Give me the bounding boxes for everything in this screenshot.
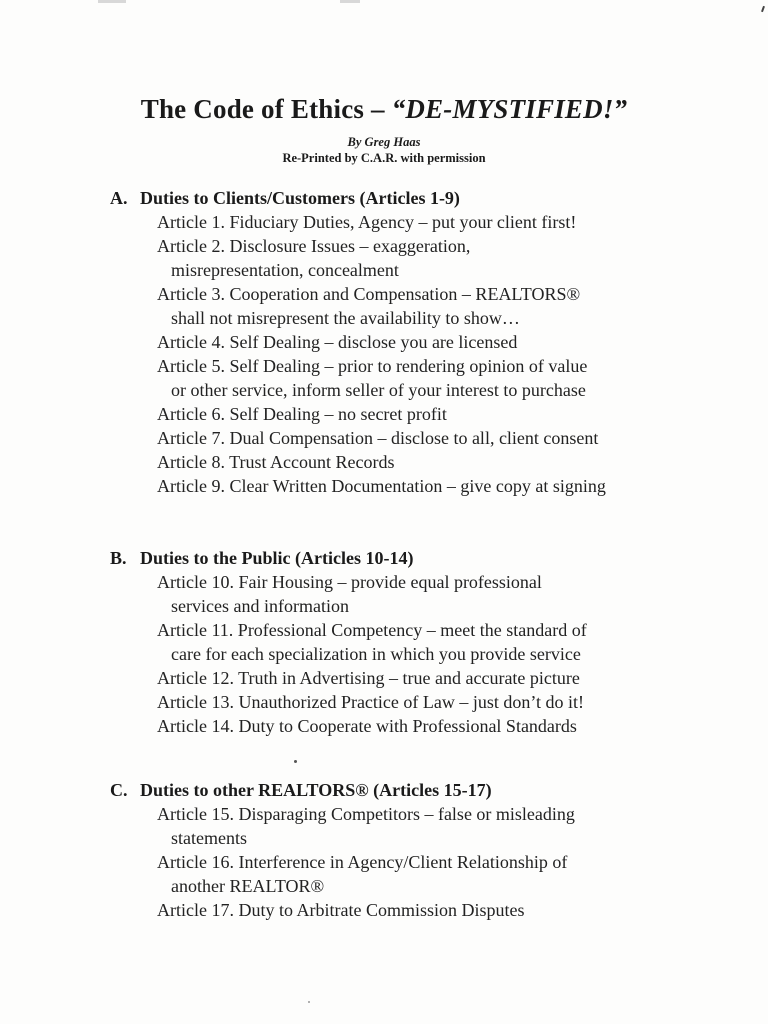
section-letter: B.: [110, 548, 127, 568]
article-text-continued: misrepresentation, concealment: [171, 260, 399, 280]
section-title: Duties to the Public (Articles 10-14): [140, 548, 414, 568]
article-text: Article 16. Interference in Agency/Client Relationship of: [157, 852, 568, 872]
article-text: Article 3. Cooperation and Compensation – REALTORS®: [157, 284, 581, 304]
scan-speck: [294, 760, 297, 763]
byline: By Greg Haas: [347, 135, 421, 149]
article-text: Article 7. Dual Compensation – disclose to all, client consent: [157, 428, 599, 448]
article-text-continued: statements: [171, 828, 247, 848]
article-text: Article 6. Self Dealing – no secret profit: [157, 404, 447, 424]
title-emphasis: “DE-MYSTIFIED!”: [391, 94, 628, 124]
article-text: Article 13. Unauthorized Practice of Law – just don’t do it!: [157, 692, 585, 712]
article-text: Article 10. Fair Housing – provide equal professional: [157, 572, 542, 592]
article-15: [157, 802, 677, 850]
document-title: [0, 92, 768, 126]
article-text-continued: another REALTOR®: [171, 876, 325, 896]
article-14: [157, 714, 677, 738]
article-8: [157, 450, 677, 474]
article-11: [157, 618, 677, 666]
article-5: [157, 354, 677, 402]
article-text-continued: services and information: [171, 596, 349, 616]
section-title: Duties to other REALTORS® (Articles 15-17): [140, 780, 492, 800]
title-prefix: The Code of Ethics –: [140, 94, 392, 124]
article-text-continued: or other service, inform seller of your interest to purchase: [171, 380, 586, 400]
scan-smudge: [340, 0, 360, 3]
article-text: Article 8. Trust Account Records: [157, 452, 395, 472]
article-text-continued: care for each specialization in which you provide service: [171, 644, 581, 664]
article-2: [157, 234, 677, 282]
article-3: [157, 282, 677, 330]
article-6: [157, 402, 677, 426]
article-10: [157, 570, 677, 618]
article-4: [157, 330, 677, 354]
article-text: Article 9. Clear Written Documentation – give copy at signing: [157, 476, 606, 496]
article-text: Article 14. Duty to Cooperate with Professional Standards: [157, 716, 577, 736]
section-letter: A.: [110, 188, 128, 208]
section-heading-b: [110, 546, 413, 570]
scan-speck: [308, 1001, 310, 1003]
article-text: Article 2. Disclosure Issues – exaggeration,: [157, 236, 471, 256]
article-13: [157, 690, 677, 714]
article-text: Article 12. Truth in Advertising – true and accurate picture: [157, 668, 580, 688]
article-16: [157, 850, 677, 898]
article-1: [157, 210, 677, 234]
article-text-continued: shall not misrepresent the availability to show…: [171, 308, 520, 328]
article-text: Article 4. Self Dealing – disclose you are licensed: [157, 332, 518, 352]
scan-mark: [761, 6, 765, 12]
article-17: [157, 898, 677, 922]
article-12: [157, 666, 677, 690]
article-text: Article 1. Fiduciary Duties, Agency – put your client first!: [157, 212, 577, 232]
article-text: Article 15. Disparaging Competitors – false or misleading: [157, 804, 575, 824]
scan-smudge: [98, 0, 126, 3]
article-text: Article 11. Professional Competency – meet the standard of: [157, 620, 587, 640]
section-heading-c: [110, 778, 492, 802]
article-7: [157, 426, 677, 450]
section-title: Duties to Clients/Customers (Articles 1-9): [140, 188, 460, 208]
article-9: [157, 474, 677, 498]
article-text: Article 17. Duty to Arbitrate Commission Disputes: [157, 900, 525, 920]
section-heading-a: [110, 186, 460, 210]
article-text: Article 5. Self Dealing – prior to rendering opinion of value: [157, 356, 588, 376]
reprint-note: Re-Printed by C.A.R. with permission: [282, 151, 486, 165]
section-letter: C.: [110, 780, 128, 800]
